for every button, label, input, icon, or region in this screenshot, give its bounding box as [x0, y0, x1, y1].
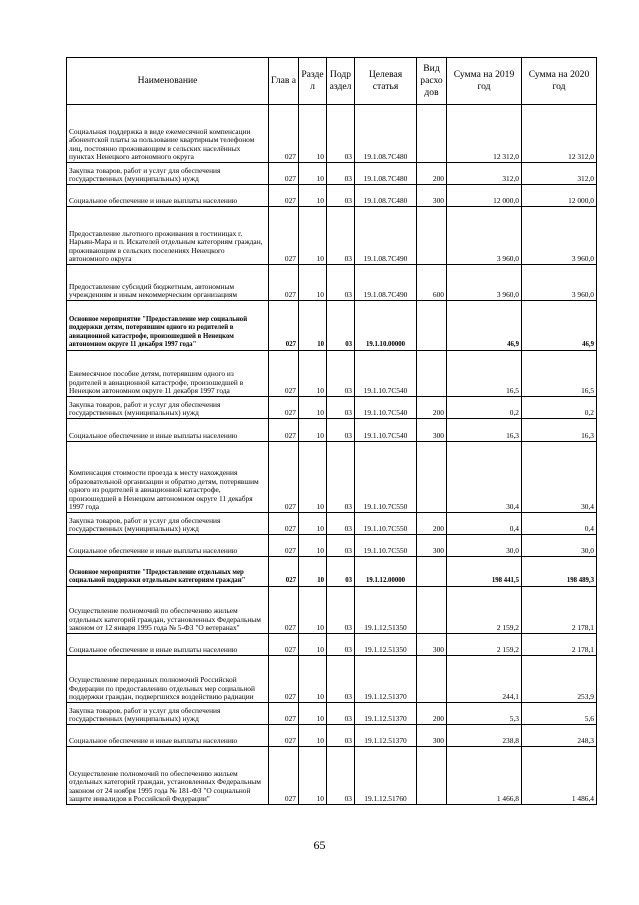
- cell-target: 19.1.12.51760: [355, 747, 417, 805]
- cell-exp-type: 300: [417, 634, 447, 656]
- cell-glava: 027: [269, 513, 299, 535]
- cell-target: 19.1.08.7С490: [355, 207, 417, 265]
- header-podrazdel: Подр аздел: [327, 58, 355, 105]
- cell-exp-type: [417, 105, 447, 163]
- cell-podrazdel: 03: [327, 634, 355, 656]
- cell-target: 19.1.10.00000: [355, 301, 417, 351]
- cell-exp-type: [417, 747, 447, 805]
- cell-glava: 027: [269, 535, 299, 557]
- cell-sum-2020: 30,4: [522, 442, 597, 513]
- cell-sum-2019: 5,3: [447, 703, 522, 725]
- cell-sum-2019: 0,2: [447, 397, 522, 419]
- cell-name: Закупка товаров, работ и услуг для обеспечения государственных (муниципальных) нужд: [67, 703, 269, 725]
- cell-glava: 027: [269, 725, 299, 747]
- cell-razdel: 10: [299, 703, 327, 725]
- cell-sum-2019: 238,8: [447, 725, 522, 747]
- cell-razdel: 10: [299, 419, 327, 442]
- cell-exp-type: [417, 207, 447, 265]
- header-sum-2020: Сумма на 2020 год: [522, 58, 597, 105]
- cell-sum-2020: 5,6: [522, 703, 597, 725]
- cell-target: 19.1.10.7С540: [355, 397, 417, 419]
- cell-target: 19.1.12.00000: [355, 557, 417, 587]
- cell-podrazdel: 03: [327, 185, 355, 207]
- cell-razdel: 10: [299, 513, 327, 535]
- cell-target: 19.1.10.7С540: [355, 351, 417, 397]
- cell-name: Предоставление субсидий бюджетным, автономным учреждениям и иным некоммерческим организациям: [67, 265, 269, 301]
- header-glava: Глав а: [269, 58, 299, 105]
- cell-target: 19.1.12.51370: [355, 656, 417, 703]
- cell-name: Социальное обеспечение и иные выплаты населению: [67, 419, 269, 442]
- cell-target: 19.1.10.7С550: [355, 513, 417, 535]
- cell-sum-2019: 1 466,8: [447, 747, 522, 805]
- cell-glava: 027: [269, 207, 299, 265]
- table-row: [67, 535, 597, 557]
- cell-sum-2019: 2 159,2: [447, 634, 522, 656]
- cell-podrazdel: 03: [327, 587, 355, 634]
- cell-razdel: 10: [299, 587, 327, 634]
- cell-name: Социальное обеспечение и иные выплаты населению: [67, 634, 269, 656]
- cell-glava: 027: [269, 265, 299, 301]
- cell-podrazdel: 03: [327, 397, 355, 419]
- cell-sum-2020: 0,2: [522, 397, 597, 419]
- cell-sum-2020: 16,3: [522, 419, 597, 442]
- cell-sum-2020: 312,0: [522, 163, 597, 185]
- table-row: [67, 557, 597, 587]
- cell-razdel: 10: [299, 265, 327, 301]
- cell-sum-2019: 30,4: [447, 442, 522, 513]
- cell-razdel: 10: [299, 747, 327, 805]
- table-row: [67, 265, 597, 301]
- cell-podrazdel: 03: [327, 442, 355, 513]
- table-row: [67, 351, 597, 397]
- table-row: [67, 419, 597, 442]
- cell-target: 19.1.12.51350: [355, 634, 417, 656]
- cell-target: 19.1.08.7С480: [355, 185, 417, 207]
- cell-sum-2019: 30,0: [447, 535, 522, 557]
- cell-exp-type: [417, 656, 447, 703]
- cell-podrazdel: 03: [327, 513, 355, 535]
- table-header-row: [67, 58, 597, 105]
- cell-razdel: 10: [299, 442, 327, 513]
- cell-podrazdel: 03: [327, 351, 355, 397]
- cell-podrazdel: 03: [327, 163, 355, 185]
- cell-sum-2020: 16,5: [522, 351, 597, 397]
- cell-sum-2020: 30,0: [522, 535, 597, 557]
- cell-exp-type: 300: [417, 419, 447, 442]
- cell-name: Ежемесячное пособие детям, потерявшим одного из родителей в авиационной катастрофе, произошедшей в Ненецком автономном округе 11 декабря 1997 года: [67, 351, 269, 397]
- cell-sum-2020: 248,3: [522, 725, 597, 747]
- cell-name: Социальная поддержка в виде ежемесячной компенсации абонентской платы за пользование квартирным телефоном лиц, постоянно проживающим в сельских населённых пунктах Ненецкого автономного округа: [67, 105, 269, 163]
- cell-exp-type: 300: [417, 185, 447, 207]
- cell-razdel: 10: [299, 301, 327, 351]
- cell-podrazdel: 03: [327, 265, 355, 301]
- cell-sum-2019: 2 159,2: [447, 587, 522, 634]
- table-row: [67, 397, 597, 419]
- budget-table: [66, 57, 597, 805]
- cell-target: 19.1.08.7С490: [355, 265, 417, 301]
- table-row: [67, 105, 597, 163]
- cell-target: 19.1.08.7С480: [355, 163, 417, 185]
- table-row: [67, 163, 597, 185]
- cell-exp-type: [417, 442, 447, 513]
- cell-glava: 027: [269, 703, 299, 725]
- cell-name: Социальное обеспечение и иные выплаты населению: [67, 535, 269, 557]
- cell-sum-2019: 16,5: [447, 351, 522, 397]
- cell-razdel: 10: [299, 725, 327, 747]
- cell-exp-type: 200: [417, 163, 447, 185]
- cell-glava: 027: [269, 163, 299, 185]
- cell-target: 19.1.12.51350: [355, 587, 417, 634]
- cell-exp-type: 300: [417, 725, 447, 747]
- cell-sum-2020: 0,4: [522, 513, 597, 535]
- header-target: Целевая статья: [355, 58, 417, 105]
- cell-podrazdel: 03: [327, 535, 355, 557]
- cell-sum-2020: 12 312,0: [522, 105, 597, 163]
- cell-razdel: 10: [299, 656, 327, 703]
- cell-sum-2019: 0,4: [447, 513, 522, 535]
- cell-podrazdel: 03: [327, 656, 355, 703]
- table-row: [67, 587, 597, 634]
- cell-razdel: 10: [299, 105, 327, 163]
- cell-target: 19.1.12.51370: [355, 703, 417, 725]
- cell-exp-type: 200: [417, 703, 447, 725]
- cell-glava: 027: [269, 105, 299, 163]
- cell-name: Компенсация стоимости проезда к месту нахождения образовательной организации и обратно детям, потерявшим одного из родителей в авиационной катастрофе, произошедшей в Ненецком автономном округе 11 декабря 1997 года: [67, 442, 269, 513]
- cell-exp-type: 200: [417, 513, 447, 535]
- table-body: [67, 105, 597, 805]
- cell-target: 19.1.10.7С540: [355, 419, 417, 442]
- cell-name: Осуществление полномочий по обеспечению жильем отдельных категорий граждан, установленных Федеральным законом от 12 января 1995 года № 5-ФЗ "О ветеранах": [67, 587, 269, 634]
- cell-podrazdel: 03: [327, 105, 355, 163]
- cell-podrazdel: 03: [327, 207, 355, 265]
- cell-razdel: 10: [299, 185, 327, 207]
- cell-name: Осуществление полномочий по обеспечению жильем отдельных категорий граждан, установленных Федеральным законом от 24 ноября 1995 года № 181-ФЗ "О социальной защите инвалидов в Российской Федерации": [67, 747, 269, 805]
- cell-sum-2020: 2 178,1: [522, 634, 597, 656]
- table-row: [67, 634, 597, 656]
- table-row: [67, 207, 597, 265]
- cell-name: Закупка товаров, работ и услуг для обеспечения государственных (муниципальных) нужд: [67, 163, 269, 185]
- cell-target: 19.1.10.7С550: [355, 535, 417, 557]
- cell-razdel: 10: [299, 351, 327, 397]
- header-exp-type: Вид расхо дов: [417, 58, 447, 105]
- cell-sum-2020: 198 489,3: [522, 557, 597, 587]
- cell-glava: 027: [269, 557, 299, 587]
- cell-target: 19.1.08.7С480: [355, 105, 417, 163]
- cell-podrazdel: 03: [327, 703, 355, 725]
- cell-name: Осуществление переданных полномочий Российской Федерации по предоставлению отдельных мер социальной поддержки граждан, подвергшихся воздействию радиации: [67, 656, 269, 703]
- cell-glava: 027: [269, 442, 299, 513]
- cell-glava: 027: [269, 587, 299, 634]
- cell-sum-2020: 2 178,1: [522, 587, 597, 634]
- table-row: [67, 656, 597, 703]
- cell-sum-2019: 244,1: [447, 656, 522, 703]
- page-number: 65: [313, 838, 326, 852]
- cell-sum-2019: 46,9: [447, 301, 522, 351]
- cell-razdel: 10: [299, 397, 327, 419]
- cell-sum-2019: 12 312,0: [447, 105, 522, 163]
- cell-glava: 027: [269, 351, 299, 397]
- cell-exp-type: [417, 587, 447, 634]
- cell-glava: 027: [269, 656, 299, 703]
- cell-sum-2020: 253,9: [522, 656, 597, 703]
- cell-sum-2019: 16,3: [447, 419, 522, 442]
- cell-podrazdel: 03: [327, 301, 355, 351]
- cell-exp-type: [417, 301, 447, 351]
- cell-name: Основное мероприятие "Предоставление мер социальной поддержки детям, потерявшим одного из родителей в авиационной катастрофе, произошедшей в Ненецком автономном округе 11 декабря 1997 года": [67, 301, 269, 351]
- table-row: [67, 301, 597, 351]
- cell-sum-2019: 3 960,0: [447, 207, 522, 265]
- header-name: Наименование: [67, 58, 269, 105]
- cell-sum-2019: 12 000,0: [447, 185, 522, 207]
- cell-sum-2019: 198 441,5: [447, 557, 522, 587]
- table-row: [67, 442, 597, 513]
- cell-podrazdel: 03: [327, 557, 355, 587]
- table-row: [67, 513, 597, 535]
- cell-sum-2019: 312,0: [447, 163, 522, 185]
- cell-exp-type: 600: [417, 265, 447, 301]
- cell-glava: 027: [269, 747, 299, 805]
- cell-sum-2020: 12 000,0: [522, 185, 597, 207]
- cell-name: Социальное обеспечение и иные выплаты населению: [67, 185, 269, 207]
- cell-glava: 027: [269, 397, 299, 419]
- table-row: [67, 703, 597, 725]
- cell-exp-type: 200: [417, 397, 447, 419]
- cell-name: Закупка товаров, работ и услуг для обеспечения государственных (муниципальных) нужд: [67, 513, 269, 535]
- cell-sum-2020: 46,9: [522, 301, 597, 351]
- cell-glava: 027: [269, 301, 299, 351]
- cell-exp-type: [417, 557, 447, 587]
- header-sum-2019: Сумма на 2019 год: [447, 58, 522, 105]
- cell-target: 19.1.12.51370: [355, 725, 417, 747]
- cell-glava: 027: [269, 419, 299, 442]
- cell-glava: 027: [269, 634, 299, 656]
- cell-glava: 027: [269, 185, 299, 207]
- cell-podrazdel: 03: [327, 747, 355, 805]
- cell-exp-type: 300: [417, 535, 447, 557]
- cell-name: Социальное обеспечение и иные выплаты населению: [67, 725, 269, 747]
- cell-razdel: 10: [299, 207, 327, 265]
- header-razdel: Разде л: [299, 58, 327, 105]
- cell-target: 19.1.10.7С550: [355, 442, 417, 513]
- cell-name: Предоставление льготного проживания в гостиницах г. Нарьян-Мара и п. Искателей отдельным категориям граждан, проживающим в сельских поселениях Ненецкого автономного округа: [67, 207, 269, 265]
- cell-razdel: 10: [299, 535, 327, 557]
- cell-podrazdel: 03: [327, 419, 355, 442]
- table-row: [67, 725, 597, 747]
- table-row: [67, 185, 597, 207]
- cell-razdel: 10: [299, 634, 327, 656]
- cell-sum-2020: 1 486,4: [522, 747, 597, 805]
- cell-sum-2020: 3 960,0: [522, 207, 597, 265]
- table-row: [67, 747, 597, 805]
- cell-podrazdel: 03: [327, 725, 355, 747]
- cell-name: Закупка товаров, работ и услуг для обеспечения государственных (муниципальных) нужд: [67, 397, 269, 419]
- cell-exp-type: [417, 351, 447, 397]
- cell-name: Основное мероприятие "Предоставление отдельных мер социальной поддержки отдельным категориям граждан": [67, 557, 269, 587]
- cell-razdel: 10: [299, 557, 327, 587]
- cell-razdel: 10: [299, 163, 327, 185]
- cell-sum-2020: 3 960,0: [522, 265, 597, 301]
- cell-sum-2019: 3 960,0: [447, 265, 522, 301]
